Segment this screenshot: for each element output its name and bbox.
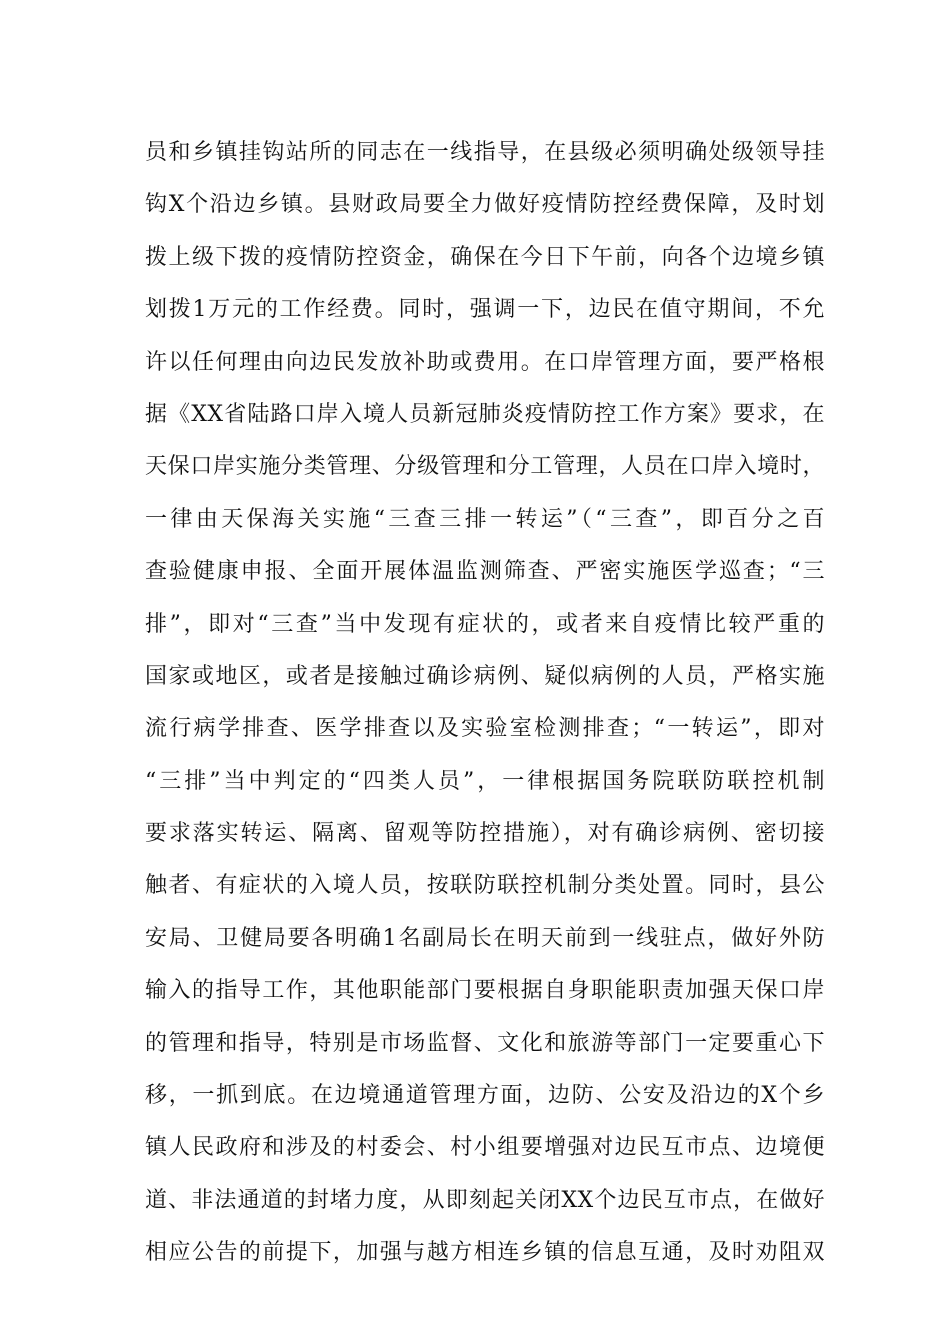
text-line: 安局、卫健局要各明确1名副局长在明天前到一线驻点，做好外防 (145, 925, 825, 951)
text-line: 拨上级下拨的疫情防控资金，确保在今日下午前，向各个边境乡镇 (145, 244, 825, 270)
text-line: 钩X个沿边乡镇。县财政局要全力做好疫情防控经费保障，及时划 (145, 192, 825, 218)
text-line: 国家或地区，或者是接触过确诊病例、疑似病例的人员，严格实施 (145, 663, 825, 689)
text-line: 排”，即对“三查”当中发现有症状的，或者来自疫情比较严重的 (145, 611, 825, 637)
text-line: 的管理和指导，特别是市场监督、文化和旅游等部门一定要重心下 (145, 1030, 825, 1056)
text-line: 流行病学排查、医学排查以及实验室检测排查；“一转运”，即对 (145, 716, 825, 742)
text-line: 查验健康申报、全面开展体温监测筛查、严密实施医学巡查；“三 (145, 559, 825, 585)
text-line: 员和乡镇挂钩站所的同志在一线指导，在县级必须明确处级领导挂 (145, 140, 825, 165)
text-line: 天保口岸实施分类管理、分级管理和分工管理，人员在口岸入境时， (145, 454, 825, 480)
text-line: 要求落实转运、隔离、留观等防控措施），对有确诊病例、密切接 (145, 821, 825, 847)
text-line: 移，一抓到底。在边境通道管理方面，边防、公安及沿边的X个乡 (145, 1083, 825, 1109)
text-line: 许以任何理由向边民发放补助或费用。在口岸管理方面，要严格根 (145, 349, 825, 375)
text-line: 相应公告的前提下，加强与越方相连乡镇的信息互通，及时劝阻双 (145, 1240, 825, 1266)
text-line: 触者、有症状的入境人员，按联防联控机制分类处置。同时，县公 (145, 873, 825, 899)
text-line: “三排”当中判定的“四类人员”，一律根据国务院联防联控机制 (145, 768, 825, 794)
text-line: 据《XX省陆路口岸入境人员新冠肺炎疫情防控工作方案》要求，在 (145, 401, 825, 427)
text-line: 输入的指导工作，其他职能部门要根据自身职能职责加强天保口岸 (145, 978, 825, 1004)
text-line: 镇人民政府和涉及的村委会、村小组要增强对边民互市点、边境便 (145, 1135, 825, 1161)
text-line: 划拨1万元的工作经费。同时，强调一下，边民在值守期间，不允 (145, 297, 825, 323)
body-text (145, 127, 825, 1280)
text-line: 道、非法通道的封堵力度，从即刻起关闭XX个边民互市点，在做好 (145, 1187, 825, 1213)
text-line: 一律由天保海关实施“三查三排一转运”（“三查”，即百分之百 (145, 506, 825, 532)
